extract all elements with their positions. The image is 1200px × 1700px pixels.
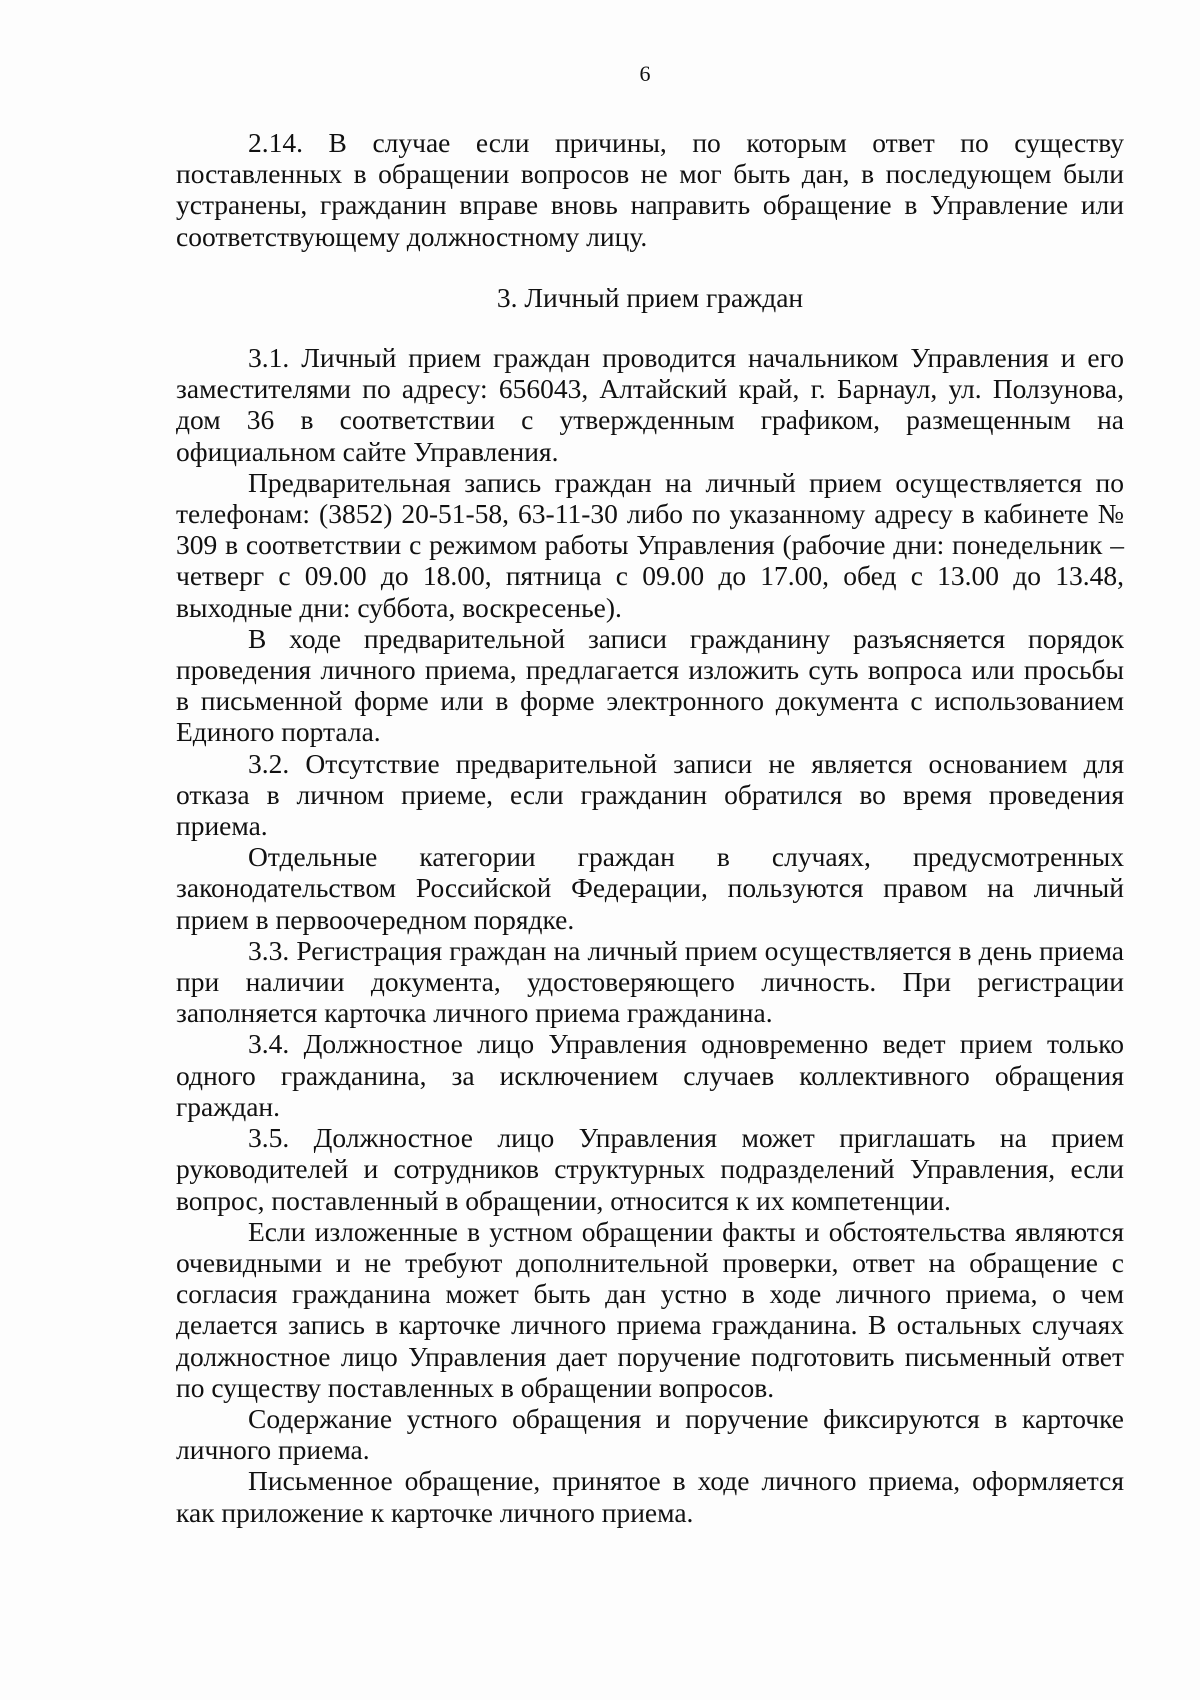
paragraph-3-3: 3.3. Регистрация граждан на личный прием осуществляется в день приема при наличии документа, удостоверяющего личность. При регистрации заполняется карточка личного приема гражданина. xyxy=(176,934,1124,1029)
paragraph-2-14: 2.14. В случае если причины, по которым ответ по существу поставленных в обращении вопросов не мог быть дан, в последующем были устранены, гражданин вправе вновь направить обращение в Управление или соответствующему должностному лицу. xyxy=(176,127,1124,252)
paragraph-3-5: 3.5. Должностное лицо Управления может приглашать на прием руководителей и сотрудников структурных подразделений Управления, если вопрос, поставленный в обращении, относится к их компетенции. xyxy=(176,1122,1124,1216)
paragraph-oral-answer: Если изложенные в устном обращении факты и обстоятельства являются очевидными и не требуют дополнительной проверки, ответ на обращение с согласия гражданина может быть дан устно в ходе личного приема, о чем делается запись в карточке личного приема гражданина. В остальных случаях должностное лицо Управления дает поручение подготовить письменный ответ по существу поставленных в обращении вопросов. xyxy=(176,1215,1124,1403)
paragraph-pre-registration-procedure: В ходе предварительной записи гражданину разъясняется порядок проведения личного приема, предлагается изложить суть вопроса или просьбы в письменной форме или в форме электронного документа с использованием Единого портала. xyxy=(176,622,1124,748)
paragraph-3-2: 3.2. Отсутствие предварительной записи не является основанием для отказа в личном приеме, если гражданин обратился во время проведения приема. xyxy=(176,747,1124,842)
section-heading-personal-reception: 3. Личный прием граждан xyxy=(496,281,804,313)
paragraph-priority-categories: Отдельные категории граждан в случаях, предусмотренных законодательством Российской Федерации, пользуются правом на личный прием в первоочередном порядке. xyxy=(176,841,1124,935)
paragraph-record-content: Содержание устного обращения и поручение фиксируются в карточке личного приема. xyxy=(176,1402,1124,1466)
paragraph-written-appeal: Письменное обращение, принятое в ходе личного приема, оформляется как приложение к карточке личного приема. xyxy=(176,1465,1124,1528)
page-number: 6 xyxy=(639,61,651,86)
document-body xyxy=(176,127,1124,1528)
paragraph-3-4: 3.4. Должностное лицо Управления одновременно ведет прием только одного гражданина, за исключением случаев коллективного обращения граждан. xyxy=(176,1028,1124,1122)
paragraph-3-1: 3.1. Личный прием граждан проводится начальником Управления и его заместителями по адресу: 656043, Алтайский край, г. Барнаул, ул. Ползунова, дом 36 в соответствии с утвержденным графиком, размещенным на официальном сайте Управления. xyxy=(176,342,1124,467)
paragraph-pre-registration: Предварительная запись граждан на личный прием осуществляется по телефонам: (3852) 20-51-58, 63-11-30 либо по указанному адресу в кабинете № 309 в соответствии с режимом работы Управления (рабочие дни: понедельник – четверг с 09.00 до 18.00, пятница с 09.00 до 17.00, обед с 13.00 до 13.48, выходные дни: суббота, воскресенье). xyxy=(176,466,1124,623)
